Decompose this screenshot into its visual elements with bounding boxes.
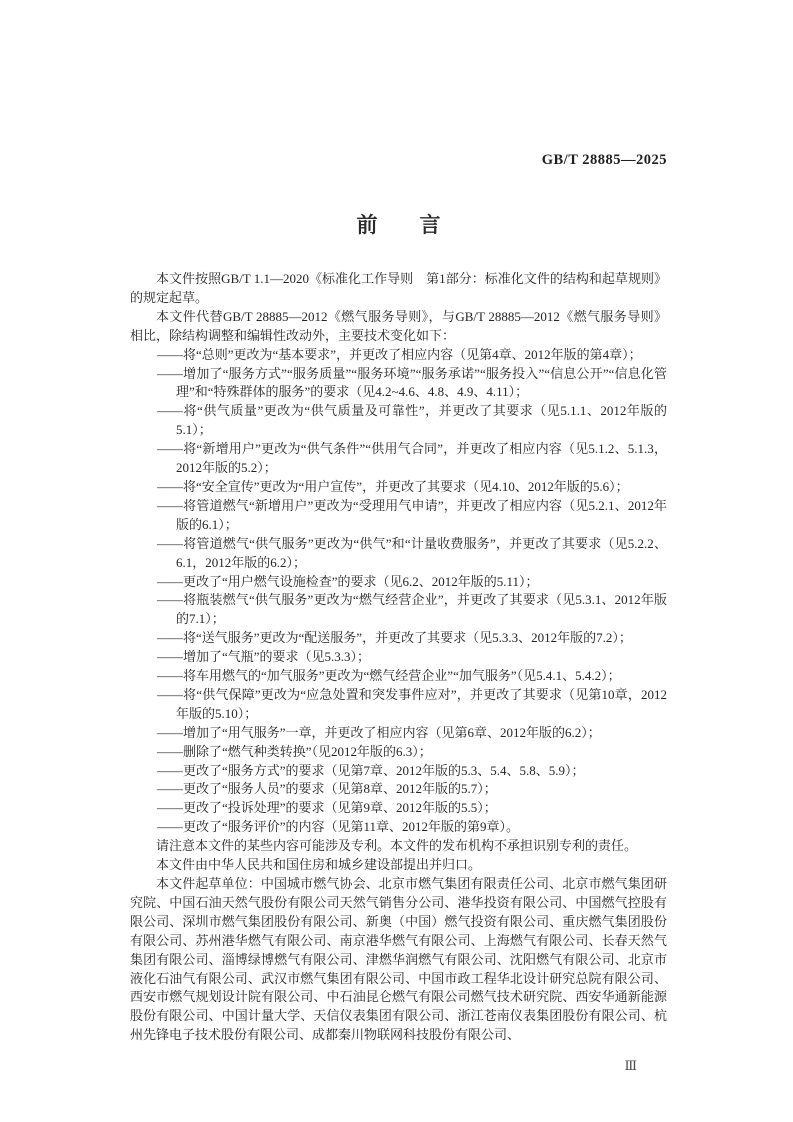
change-item: ——更改了“投诉处理”的要求（见第9章、2012年版的5.5）；	[157, 800, 497, 816]
page-title: 前 言	[356, 213, 441, 237]
change-item: ——将“供气保障”更改为“应急处置和突发事件应对”，并更改了其要求（见第10章，2012年版的5.10）；	[157, 686, 667, 721]
change-item: ——将管道燃气“新增用户”更改为“受理用气申请”，并更改了相应内容（见5.2.1、2012年版的6.1）；	[157, 497, 667, 532]
change-item: ——将管道燃气“供气服务”更改为“供气”和“计量收费服务”，并更改了其要求（见5.2.2、6.1，2012年版的6.2）；	[157, 535, 667, 570]
change-item: ——将车用燃气的“加气服务”更改为“燃气经营企业”“加气服务”（见5.4.1、5.4.2）；	[157, 668, 621, 684]
intro-paragraph: 本文件代替GB/T 28885—2012《燃气服务导则》，与GB/T 28885—2012《燃气服务导则》相比，除结构调整和编辑性改动外，主要技术变化如下：	[130, 308, 667, 343]
change-item: ——更改了“服务评价”的内容（见第11章、2012年版的第9章）。	[157, 819, 520, 835]
change-item: ——更改了“服务人员”的要求（见第8章、2012年版的5.7）；	[157, 781, 497, 797]
patent-notice-paragraph: 请注意本文件的某些内容可能涉及专利。本文件的发布机构不承担识别专利的责任。	[156, 838, 638, 854]
change-item: ——增加了“用气服务”一章，并更改了相应内容（见第6章、2012年版的6.2）；	[157, 724, 601, 740]
standard-number: GB/T 28885—2025	[541, 152, 667, 168]
change-item: ——增加了“服务方式”“服务质量”“服务环境”“服务承诺”“服务投入”“信息公开”“信息化管理”和“特殊群体的服务”的要求（见4.2~4.6、4.8、4.9、4.11）；	[157, 365, 667, 400]
change-item: ——将“总则”更改为“基本要求”，并更改了相应内容（见第4章、2012年版的第4章）；	[157, 346, 642, 362]
foreword-body	[130, 270, 667, 1045]
intro-paragraph: 本文件按照GB/T 1.1—2020《标准化工作导则 第1部分：标准化文件的结构和起草规则》的规定起草。	[130, 271, 667, 305]
page-number: Ⅲ	[624, 1058, 637, 1074]
change-item: ——将“新增用户”更改为“供气条件”“供用气合同”，并更改了相应内容（见5.1.2、5.1.3，2012年版的5.2）；	[157, 441, 667, 476]
change-item: ——将“送气服务”更改为“配送服务”，并更改了其要求（见5.3.3、2012年版的7.2）；	[157, 630, 632, 646]
change-item: ——增加了“气瓶”的要求（见5.3.3）；	[157, 649, 371, 665]
change-item: ——将“供气质量”更改为“供气质量及可靠性”，并更改了其要求（见5.1.1、2012年版的5.1）；	[157, 403, 667, 438]
change-item: ——将“安全宣传”更改为“用户宣传”，并更改了其要求（见4.10、2012年版的5.6）；	[157, 478, 629, 494]
issuing-body-paragraph: 本文件由中华人民共和国住房和城乡建设部提出并归口。	[156, 857, 482, 873]
change-item: ——将瓶装燃气“供气服务”更改为“燃气经营企业”，并更改了其要求（见5.3.1、2012年版的7.1）；	[157, 592, 667, 627]
change-item: ——删除了“燃气种类转换”（见2012年版的6.3）；	[157, 743, 432, 759]
change-item: ——更改了“服务方式”的要求（见第7章、2012年版的5.3、5.4、5.8、5.9）；	[157, 762, 585, 778]
change-item: ——更改了“用户燃气设施检查”的要求（见6.2、2012年版的5.11）；	[157, 573, 539, 589]
drafting-organizations-paragraph: 本文件起草单位：中国城市燃气协会、北京市燃气集团有限责任公司、北京市燃气集团研究院、中国石油天然气股份有限公司天然气销售分公司、港华投资有限公司、中国燃气控股有限公司、深圳市燃气集团股份有限公司、新奥（中国）燃气投资有限公司、重庆燃气集团股份有限公司、苏州港华燃气有限公司、南京港华燃气有限公司、上海燃气有限公司、长春天然气集团有限公司、淄博绿博燃气有限公司、津燃华润燃气有限公司、沈阳燃气有限公司、北京市液化石油气有限公司、武汉市燃气集团有限公司、中国市政工程华北设计研究总院有限公司、西安市燃气规划设计院有限公司、中石油昆仑燃气有限公司燃气技术研究院、西安华通新能源股份有限公司、中国计量大学、天信仪表集团有限公司、浙江苍南仪表集团股份有限公司、杭州先锋电子技术股份有限公司、成都秦川物联网科技股份有限公司、	[130, 876, 667, 1043]
